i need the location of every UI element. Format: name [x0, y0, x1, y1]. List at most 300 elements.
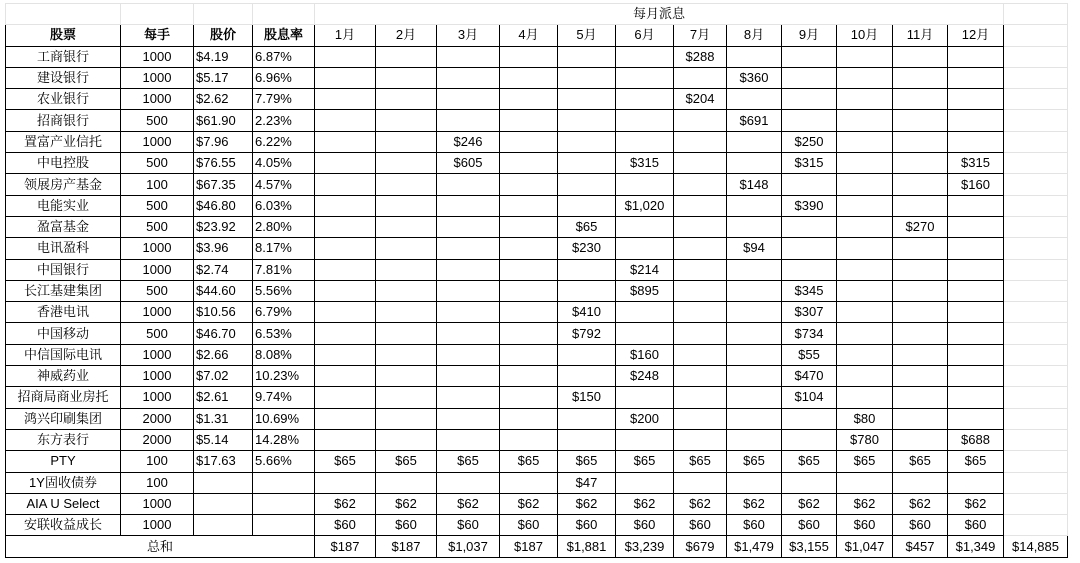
dividend-cell[interactable]	[315, 280, 376, 301]
dividend-cell[interactable]	[674, 429, 727, 450]
dividend-cell[interactable]	[893, 323, 948, 344]
dividend-cell[interactable]: $65	[437, 451, 500, 472]
dividend-cell[interactable]	[500, 216, 558, 237]
dividend-cell[interactable]	[376, 195, 437, 216]
dividend-cell[interactable]: $200	[616, 408, 674, 429]
dividend-cell[interactable]	[500, 366, 558, 387]
dividend-cell[interactable]	[948, 366, 1004, 387]
dividend-cell[interactable]	[437, 472, 500, 493]
dividend-cell[interactable]: $60	[727, 515, 782, 536]
dividend-cell[interactable]	[782, 429, 837, 450]
dividend-cell[interactable]	[437, 110, 500, 131]
empty-cell[interactable]	[1004, 4, 1068, 25]
dividend-cell[interactable]	[558, 174, 616, 195]
dividend-cell[interactable]: $65	[948, 451, 1004, 472]
dividend-cell[interactable]	[500, 344, 558, 365]
stock-name-cell[interactable]: 1Y固收债券	[6, 472, 121, 493]
dividend-cell[interactable]	[437, 429, 500, 450]
yield-cell[interactable]: 6.03%	[253, 195, 315, 216]
dividend-cell[interactable]	[376, 387, 437, 408]
price-cell[interactable]: $2.61	[194, 387, 253, 408]
dividend-cell[interactable]	[948, 259, 1004, 280]
dividend-cell[interactable]: $688	[948, 429, 1004, 450]
empty-cell[interactable]	[1004, 280, 1068, 301]
sheet-title[interactable]: 每月派息	[315, 4, 1004, 25]
lot-size-cell[interactable]: 100	[121, 472, 194, 493]
dividend-cell[interactable]	[500, 174, 558, 195]
stock-name-cell[interactable]: 中国银行	[6, 259, 121, 280]
dividend-cell[interactable]	[674, 302, 727, 323]
empty-cell[interactable]	[1004, 366, 1068, 387]
dividend-cell[interactable]	[837, 174, 893, 195]
dividend-cell[interactable]: $62	[437, 493, 500, 514]
empty-cell[interactable]	[1004, 110, 1068, 131]
dividend-cell[interactable]	[948, 472, 1004, 493]
month-header[interactable]: 1月	[315, 25, 376, 46]
dividend-cell[interactable]	[500, 238, 558, 259]
dividend-cell[interactable]	[674, 131, 727, 152]
dividend-cell[interactable]: $605	[437, 153, 500, 174]
dividend-cell[interactable]	[948, 46, 1004, 67]
total-month-cell[interactable]: $1,479	[727, 536, 782, 557]
dividend-cell[interactable]	[893, 238, 948, 259]
dividend-cell[interactable]	[837, 216, 893, 237]
dividend-cell[interactable]: $390	[782, 195, 837, 216]
dividend-cell[interactable]	[616, 472, 674, 493]
dividend-cell[interactable]	[727, 153, 782, 174]
dividend-cell[interactable]	[837, 67, 893, 88]
dividend-cell[interactable]: $60	[782, 515, 837, 536]
dividend-cell[interactable]	[727, 280, 782, 301]
lot-size-cell[interactable]: 2000	[121, 408, 194, 429]
lot-size-cell[interactable]: 1000	[121, 302, 194, 323]
dividend-cell[interactable]	[948, 216, 1004, 237]
dividend-cell[interactable]: $65	[727, 451, 782, 472]
dividend-cell[interactable]	[500, 429, 558, 450]
stock-name-cell[interactable]: 东方表行	[6, 429, 121, 450]
stock-name-cell[interactable]: 香港电讯	[6, 302, 121, 323]
empty-cell[interactable]	[1004, 46, 1068, 67]
lot-size-cell[interactable]: 500	[121, 323, 194, 344]
dividend-cell[interactable]	[893, 131, 948, 152]
dividend-cell[interactable]	[893, 153, 948, 174]
dividend-cell[interactable]	[437, 344, 500, 365]
price-cell[interactable]: $5.17	[194, 67, 253, 88]
dividend-cell[interactable]: $60	[948, 515, 1004, 536]
dividend-cell[interactable]	[500, 195, 558, 216]
column-header[interactable]: 股息率	[253, 25, 315, 46]
dividend-cell[interactable]: $65	[674, 451, 727, 472]
dividend-cell[interactable]	[893, 408, 948, 429]
dividend-cell[interactable]	[837, 153, 893, 174]
price-cell[interactable]: $17.63	[194, 451, 253, 472]
dividend-cell[interactable]	[500, 387, 558, 408]
dividend-cell[interactable]	[948, 344, 1004, 365]
dividend-cell[interactable]: $160	[616, 344, 674, 365]
dividend-cell[interactable]: $60	[500, 515, 558, 536]
price-cell[interactable]: $2.66	[194, 344, 253, 365]
lot-size-cell[interactable]: 100	[121, 174, 194, 195]
month-header[interactable]: 9月	[782, 25, 837, 46]
month-header[interactable]: 8月	[727, 25, 782, 46]
dividend-cell[interactable]	[500, 280, 558, 301]
dividend-cell[interactable]	[376, 302, 437, 323]
dividend-cell[interactable]	[837, 387, 893, 408]
dividend-cell[interactable]	[893, 366, 948, 387]
dividend-cell[interactable]	[782, 67, 837, 88]
yield-cell[interactable]: 10.23%	[253, 366, 315, 387]
dividend-cell[interactable]	[315, 67, 376, 88]
dividend-cell[interactable]	[837, 344, 893, 365]
dividend-cell[interactable]	[893, 46, 948, 67]
dividend-cell[interactable]	[558, 153, 616, 174]
month-header[interactable]: 7月	[674, 25, 727, 46]
dividend-cell[interactable]: $62	[315, 493, 376, 514]
yield-cell[interactable]: 8.08%	[253, 344, 315, 365]
lot-size-cell[interactable]: 500	[121, 153, 194, 174]
dividend-cell[interactable]: $62	[837, 493, 893, 514]
dividend-cell[interactable]	[500, 46, 558, 67]
dividend-cell[interactable]: $160	[948, 174, 1004, 195]
dividend-cell[interactable]	[893, 280, 948, 301]
dividend-cell[interactable]	[727, 472, 782, 493]
total-month-cell[interactable]: $1,037	[437, 536, 500, 557]
yield-cell[interactable]	[253, 515, 315, 536]
yield-cell[interactable]: 6.79%	[253, 302, 315, 323]
dividend-cell[interactable]: $214	[616, 259, 674, 280]
dividend-cell[interactable]	[674, 67, 727, 88]
stock-name-cell[interactable]: 招商银行	[6, 110, 121, 131]
dividend-cell[interactable]	[727, 429, 782, 450]
dividend-cell[interactable]	[616, 174, 674, 195]
empty-cell[interactable]	[1004, 195, 1068, 216]
dividend-cell[interactable]: $204	[674, 89, 727, 110]
dividend-cell[interactable]	[315, 344, 376, 365]
empty-cell[interactable]	[6, 4, 121, 25]
dividend-cell[interactable]: $62	[558, 493, 616, 514]
dividend-cell[interactable]: $734	[782, 323, 837, 344]
price-cell[interactable]: $76.55	[194, 153, 253, 174]
dividend-cell[interactable]: $1,020	[616, 195, 674, 216]
dividend-cell[interactable]	[315, 110, 376, 131]
dividend-cell[interactable]: $250	[782, 131, 837, 152]
dividend-cell[interactable]	[674, 472, 727, 493]
month-header[interactable]: 4月	[500, 25, 558, 46]
yield-cell[interactable]: 4.05%	[253, 153, 315, 174]
dividend-cell[interactable]: $62	[948, 493, 1004, 514]
stock-name-cell[interactable]: 工商银行	[6, 46, 121, 67]
dividend-cell[interactable]	[782, 472, 837, 493]
dividend-cell[interactable]: $895	[616, 280, 674, 301]
dividend-cell[interactable]: $80	[837, 408, 893, 429]
dividend-cell[interactable]	[437, 174, 500, 195]
dividend-cell[interactable]	[376, 408, 437, 429]
dividend-cell[interactable]	[674, 344, 727, 365]
dividend-cell[interactable]	[782, 238, 837, 259]
dividend-cell[interactable]	[616, 216, 674, 237]
dividend-cell[interactable]	[500, 408, 558, 429]
lot-size-cell[interactable]: 1000	[121, 67, 194, 88]
empty-cell[interactable]	[1004, 451, 1068, 472]
dividend-cell[interactable]: $691	[727, 110, 782, 131]
dividend-cell[interactable]: $345	[782, 280, 837, 301]
lot-size-cell[interactable]: 100	[121, 451, 194, 472]
dividend-cell[interactable]	[674, 216, 727, 237]
dividend-cell[interactable]	[315, 387, 376, 408]
dividend-cell[interactable]	[558, 89, 616, 110]
dividend-cell[interactable]	[837, 280, 893, 301]
dividend-cell[interactable]	[376, 323, 437, 344]
empty-cell[interactable]	[1004, 472, 1068, 493]
empty-cell[interactable]	[1004, 174, 1068, 195]
dividend-cell[interactable]	[315, 174, 376, 195]
dividend-cell[interactable]	[616, 302, 674, 323]
dividend-cell[interactable]	[727, 387, 782, 408]
stock-name-cell[interactable]: 置富产业信托	[6, 131, 121, 152]
dividend-cell[interactable]	[837, 366, 893, 387]
dividend-cell[interactable]	[782, 110, 837, 131]
yield-cell[interactable]: 8.17%	[253, 238, 315, 259]
dividend-cell[interactable]	[727, 408, 782, 429]
dividend-cell[interactable]: $150	[558, 387, 616, 408]
dividend-cell[interactable]: $792	[558, 323, 616, 344]
dividend-cell[interactable]: $248	[616, 366, 674, 387]
dividend-cell[interactable]: $315	[616, 153, 674, 174]
dividend-cell[interactable]	[893, 472, 948, 493]
dividend-cell[interactable]: $60	[674, 515, 727, 536]
dividend-cell[interactable]	[500, 89, 558, 110]
dividend-cell[interactable]	[315, 131, 376, 152]
dividend-cell[interactable]: $315	[782, 153, 837, 174]
dividend-cell[interactable]	[782, 174, 837, 195]
dividend-cell[interactable]	[315, 429, 376, 450]
dividend-cell[interactable]	[558, 110, 616, 131]
price-cell[interactable]: $67.35	[194, 174, 253, 195]
dividend-cell[interactable]	[616, 323, 674, 344]
dividend-cell[interactable]	[674, 366, 727, 387]
dividend-cell[interactable]	[376, 280, 437, 301]
empty-cell[interactable]	[1004, 238, 1068, 259]
lot-size-cell[interactable]: 1000	[121, 493, 194, 514]
empty-cell[interactable]	[1004, 216, 1068, 237]
dividend-cell[interactable]: $410	[558, 302, 616, 323]
yield-cell[interactable]	[253, 493, 315, 514]
dividend-cell[interactable]	[837, 302, 893, 323]
price-cell[interactable]: $7.96	[194, 131, 253, 152]
stock-name-cell[interactable]: 鸿兴印刷集团	[6, 408, 121, 429]
price-cell[interactable]: $2.74	[194, 259, 253, 280]
dividend-cell[interactable]	[616, 131, 674, 152]
dividend-cell[interactable]	[727, 131, 782, 152]
lot-size-cell[interactable]: 1000	[121, 131, 194, 152]
dividend-cell[interactable]	[948, 238, 1004, 259]
dividend-cell[interactable]	[437, 408, 500, 429]
dividend-cell[interactable]	[558, 429, 616, 450]
dividend-cell[interactable]: $94	[727, 238, 782, 259]
lot-size-cell[interactable]: 500	[121, 280, 194, 301]
lot-size-cell[interactable]: 1000	[121, 46, 194, 67]
dividend-cell[interactable]	[893, 429, 948, 450]
yield-cell[interactable]: 2.80%	[253, 216, 315, 237]
total-month-cell[interactable]: $187	[500, 536, 558, 557]
lot-size-cell[interactable]: 1000	[121, 344, 194, 365]
dividend-cell[interactable]	[376, 89, 437, 110]
column-header[interactable]: 每手	[121, 25, 194, 46]
dividend-cell[interactable]	[727, 344, 782, 365]
month-header[interactable]: 6月	[616, 25, 674, 46]
lot-size-cell[interactable]: 1000	[121, 366, 194, 387]
dividend-cell[interactable]	[558, 67, 616, 88]
dividend-cell[interactable]	[727, 323, 782, 344]
dividend-cell[interactable]	[837, 131, 893, 152]
yield-cell[interactable]: 7.81%	[253, 259, 315, 280]
stock-name-cell[interactable]: 长江基建集团	[6, 280, 121, 301]
dividend-cell[interactable]	[437, 366, 500, 387]
dividend-cell[interactable]: $47	[558, 472, 616, 493]
dividend-cell[interactable]	[437, 238, 500, 259]
dividend-cell[interactable]	[837, 195, 893, 216]
dividend-cell[interactable]	[782, 216, 837, 237]
dividend-cell[interactable]	[674, 110, 727, 131]
dividend-cell[interactable]	[315, 46, 376, 67]
stock-name-cell[interactable]: PTY	[6, 451, 121, 472]
stock-name-cell[interactable]: 领展房产基金	[6, 174, 121, 195]
empty-cell[interactable]	[1004, 323, 1068, 344]
price-cell[interactable]: $3.96	[194, 238, 253, 259]
dividend-cell[interactable]: $315	[948, 153, 1004, 174]
yield-cell[interactable]: 10.69%	[253, 408, 315, 429]
dividend-cell[interactable]	[616, 387, 674, 408]
dividend-cell[interactable]	[616, 89, 674, 110]
empty-cell[interactable]	[194, 4, 253, 25]
price-cell[interactable]: $46.80	[194, 195, 253, 216]
dividend-cell[interactable]	[837, 46, 893, 67]
empty-cell[interactable]	[121, 4, 194, 25]
dividend-cell[interactable]	[727, 259, 782, 280]
price-cell[interactable]: $7.02	[194, 366, 253, 387]
dividend-cell[interactable]	[837, 238, 893, 259]
month-header[interactable]: 12月	[948, 25, 1004, 46]
price-cell[interactable]: $2.62	[194, 89, 253, 110]
dividend-cell[interactable]	[500, 131, 558, 152]
empty-cell[interactable]	[1004, 25, 1068, 46]
dividend-cell[interactable]	[558, 280, 616, 301]
dividend-cell[interactable]: $60	[837, 515, 893, 536]
total-month-cell[interactable]: $1,349	[948, 536, 1004, 557]
dividend-cell[interactable]	[674, 323, 727, 344]
dividend-cell[interactable]: $65	[558, 451, 616, 472]
dividend-cell[interactable]	[437, 259, 500, 280]
dividend-cell[interactable]	[500, 302, 558, 323]
month-header[interactable]: 10月	[837, 25, 893, 46]
empty-cell[interactable]	[1004, 89, 1068, 110]
month-header[interactable]: 3月	[437, 25, 500, 46]
dividend-cell[interactable]	[376, 344, 437, 365]
price-cell[interactable]: $1.31	[194, 408, 253, 429]
dividend-cell[interactable]	[727, 195, 782, 216]
empty-cell[interactable]	[1004, 67, 1068, 88]
dividend-cell[interactable]	[500, 472, 558, 493]
dividend-cell[interactable]	[437, 67, 500, 88]
dividend-cell[interactable]: $65	[782, 451, 837, 472]
dividend-cell[interactable]: $270	[893, 216, 948, 237]
stock-name-cell[interactable]: 中电控股	[6, 153, 121, 174]
dividend-cell[interactable]	[376, 259, 437, 280]
dividend-cell[interactable]	[837, 323, 893, 344]
dividend-cell[interactable]: $60	[376, 515, 437, 536]
dividend-cell[interactable]	[727, 366, 782, 387]
yield-cell[interactable]: 6.22%	[253, 131, 315, 152]
dividend-cell[interactable]	[500, 259, 558, 280]
dividend-cell[interactable]	[558, 46, 616, 67]
empty-cell[interactable]	[1004, 302, 1068, 323]
yield-cell[interactable]: 2.23%	[253, 110, 315, 131]
dividend-cell[interactable]: $65	[315, 451, 376, 472]
dividend-cell[interactable]: $65	[616, 451, 674, 472]
dividend-cell[interactable]	[893, 110, 948, 131]
yield-cell[interactable]: 5.56%	[253, 280, 315, 301]
dividend-cell[interactable]	[893, 387, 948, 408]
dividend-cell[interactable]	[674, 174, 727, 195]
stock-name-cell[interactable]: 神威药业	[6, 366, 121, 387]
yield-cell[interactable]: 6.87%	[253, 46, 315, 67]
stock-name-cell[interactable]: 中国移动	[6, 323, 121, 344]
dividend-cell[interactable]	[782, 46, 837, 67]
dividend-cell[interactable]: $65	[376, 451, 437, 472]
dividend-cell[interactable]	[948, 280, 1004, 301]
month-header[interactable]: 5月	[558, 25, 616, 46]
stock-name-cell[interactable]: 盈富基金	[6, 216, 121, 237]
empty-cell[interactable]	[253, 4, 315, 25]
yield-cell[interactable]: 7.79%	[253, 89, 315, 110]
lot-size-cell[interactable]: 1000	[121, 238, 194, 259]
dividend-cell[interactable]: $65	[893, 451, 948, 472]
dividend-cell[interactable]	[376, 472, 437, 493]
dividend-cell[interactable]	[674, 280, 727, 301]
dividend-cell[interactable]	[315, 323, 376, 344]
total-month-cell[interactable]: $3,155	[782, 536, 837, 557]
dividend-cell[interactable]: $62	[500, 493, 558, 514]
stock-name-cell[interactable]: 建设银行	[6, 67, 121, 88]
dividend-cell[interactable]	[437, 195, 500, 216]
price-cell[interactable]: $44.60	[194, 280, 253, 301]
empty-cell[interactable]	[1004, 493, 1068, 514]
dividend-cell[interactable]: $55	[782, 344, 837, 365]
month-header[interactable]: 11月	[893, 25, 948, 46]
dividend-cell[interactable]	[948, 67, 1004, 88]
dividend-cell[interactable]	[616, 46, 674, 67]
total-month-cell[interactable]: $1,047	[837, 536, 893, 557]
dividend-cell[interactable]	[948, 131, 1004, 152]
yield-cell[interactable]: 9.74%	[253, 387, 315, 408]
stock-name-cell[interactable]: 农业银行	[6, 89, 121, 110]
month-header[interactable]: 2月	[376, 25, 437, 46]
total-month-cell[interactable]: $187	[376, 536, 437, 557]
dividend-cell[interactable]: $62	[616, 493, 674, 514]
price-cell[interactable]: $4.19	[194, 46, 253, 67]
price-cell[interactable]: $10.56	[194, 302, 253, 323]
dividend-cell[interactable]: $780	[837, 429, 893, 450]
dividend-cell[interactable]	[948, 302, 1004, 323]
dividend-cell[interactable]	[315, 366, 376, 387]
dividend-cell[interactable]	[558, 408, 616, 429]
stock-name-cell[interactable]: 电能实业	[6, 195, 121, 216]
total-month-cell[interactable]: $3,239	[616, 536, 674, 557]
dividend-cell[interactable]: $148	[727, 174, 782, 195]
dividend-cell[interactable]	[376, 46, 437, 67]
dividend-cell[interactable]	[948, 110, 1004, 131]
dividend-cell[interactable]	[616, 238, 674, 259]
